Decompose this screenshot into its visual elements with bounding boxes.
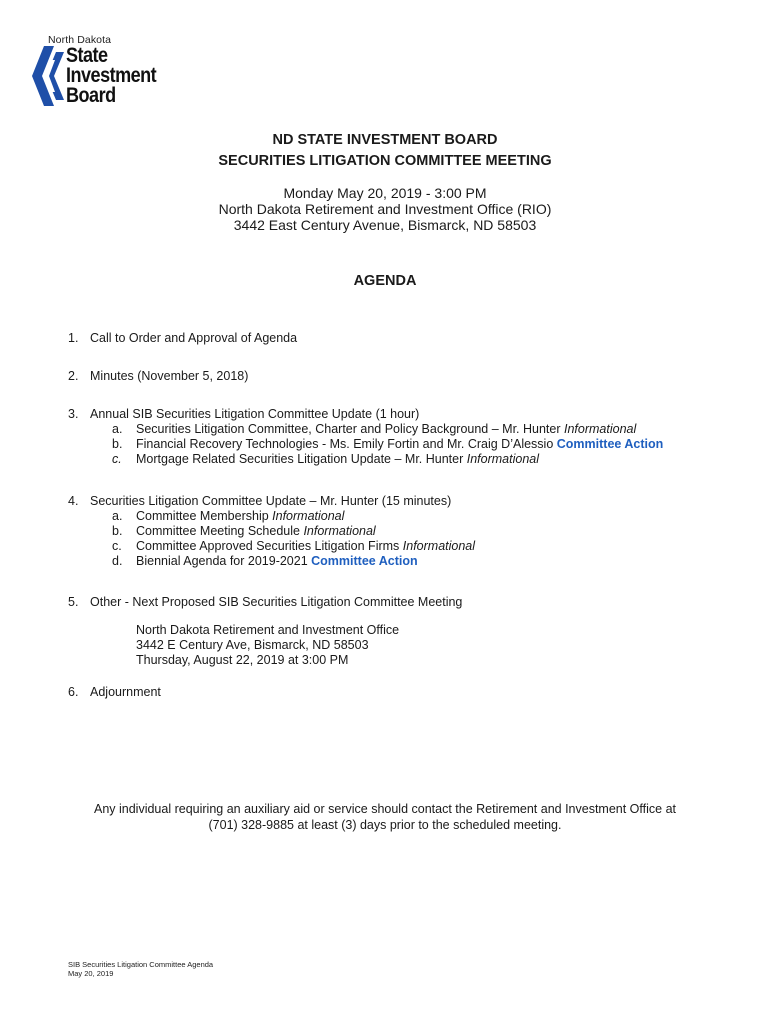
- subitem-text: Mortgage Related Securities Litigation Update – Mr. Hunter Informational: [136, 452, 539, 466]
- agenda-item-number: 6.: [68, 685, 79, 699]
- meeting-address: 3442 East Century Avenue, Bismarck, ND 58503: [233, 217, 537, 233]
- footer-document-name: SIB Securities Litigation Committee Agenda: [68, 960, 214, 969]
- accessibility-notice-line1: Any individual requiring an auxiliary aid or service should contact the Retirement and Investment Office at: [93, 802, 677, 816]
- subitem-letter: b.: [112, 524, 123, 538]
- accessibility-notice-line2: (701) 328-9885 at least (3) days prior to the scheduled meeting.: [208, 818, 562, 832]
- agenda-item-text: Annual SIB Securities Litigation Committee Update (1 hour): [90, 407, 420, 421]
- informational-tag: Informational: [466, 452, 539, 466]
- agenda-item-number: 5.: [68, 595, 79, 609]
- agenda-item-number: 2.: [68, 369, 79, 383]
- sib-logo: [32, 34, 182, 110]
- agenda-item-text: Other - Next Proposed SIB Securities Litigation Committee Meeting: [90, 595, 463, 609]
- subitem-letter: c.: [112, 539, 122, 553]
- subitem-text: Committee Membership Informational: [136, 509, 345, 523]
- informational-tag: Informational: [402, 539, 476, 553]
- footer-date: May 20, 2019: [68, 969, 114, 978]
- agenda-item-number: 4.: [68, 494, 79, 508]
- subitem-text: Biennial Agenda for 2019-2021 Committee Action: [136, 554, 418, 568]
- agenda-item-text: Securities Litigation Committee Update – Mr. Hunter (15 minutes): [90, 494, 452, 508]
- logo-investment-text: Investment: [66, 64, 157, 87]
- subitem-letter: a.: [112, 509, 123, 523]
- subitem-text: Securities Litigation Committee, Charter and Policy Background – Mr. Hunter Informational: [136, 422, 637, 436]
- logo-chevron-mark-icon: [32, 44, 66, 108]
- agenda-item-text: Adjournment: [90, 685, 161, 699]
- document-title: ND STATE INVESTMENT BOARD: [272, 132, 498, 148]
- subitem-letter: d.: [112, 554, 123, 568]
- committee-action-tag: Committee Action: [311, 554, 418, 568]
- agenda-heading: AGENDA: [353, 273, 417, 289]
- subitem-letter: b.: [112, 437, 123, 451]
- informational-tag: Informational: [303, 524, 376, 538]
- meeting-title: SECURITIES LITIGATION COMMITTEE MEETING: [218, 153, 552, 169]
- logo-board-text: Board: [66, 84, 116, 107]
- subitem-text: Financial Recovery Technologies - Ms. Emily Fortin and Mr. Craig D’Alessio Committee Action: [136, 437, 664, 451]
- informational-tag: Informational: [563, 422, 637, 436]
- meeting-date: Monday May 20, 2019 - 3:00 PM: [283, 185, 487, 201]
- subitem-text: Committee Meeting Schedule Informational: [136, 524, 376, 538]
- subitem-letter: c.: [112, 452, 122, 466]
- informational-tag: Informational: [272, 509, 345, 523]
- agenda-item-text: Minutes (November 5, 2018): [90, 369, 249, 383]
- agenda-item-text: Call to Order and Approval of Agenda: [90, 331, 298, 345]
- logo-state-text: State: [66, 44, 108, 67]
- subitem-letter: a.: [112, 422, 123, 436]
- agenda-item-number: 1.: [68, 331, 79, 345]
- agenda-item-number: 3.: [68, 407, 79, 421]
- meeting-location: North Dakota Retirement and Investment Office (RIO): [218, 201, 552, 217]
- subitem-text: Committee Approved Securities Litigation Firms Informational: [136, 539, 476, 553]
- logo-north-dakota-text: North Dakota: [48, 34, 112, 46]
- committee-action-tag: Committee Action: [556, 437, 664, 451]
